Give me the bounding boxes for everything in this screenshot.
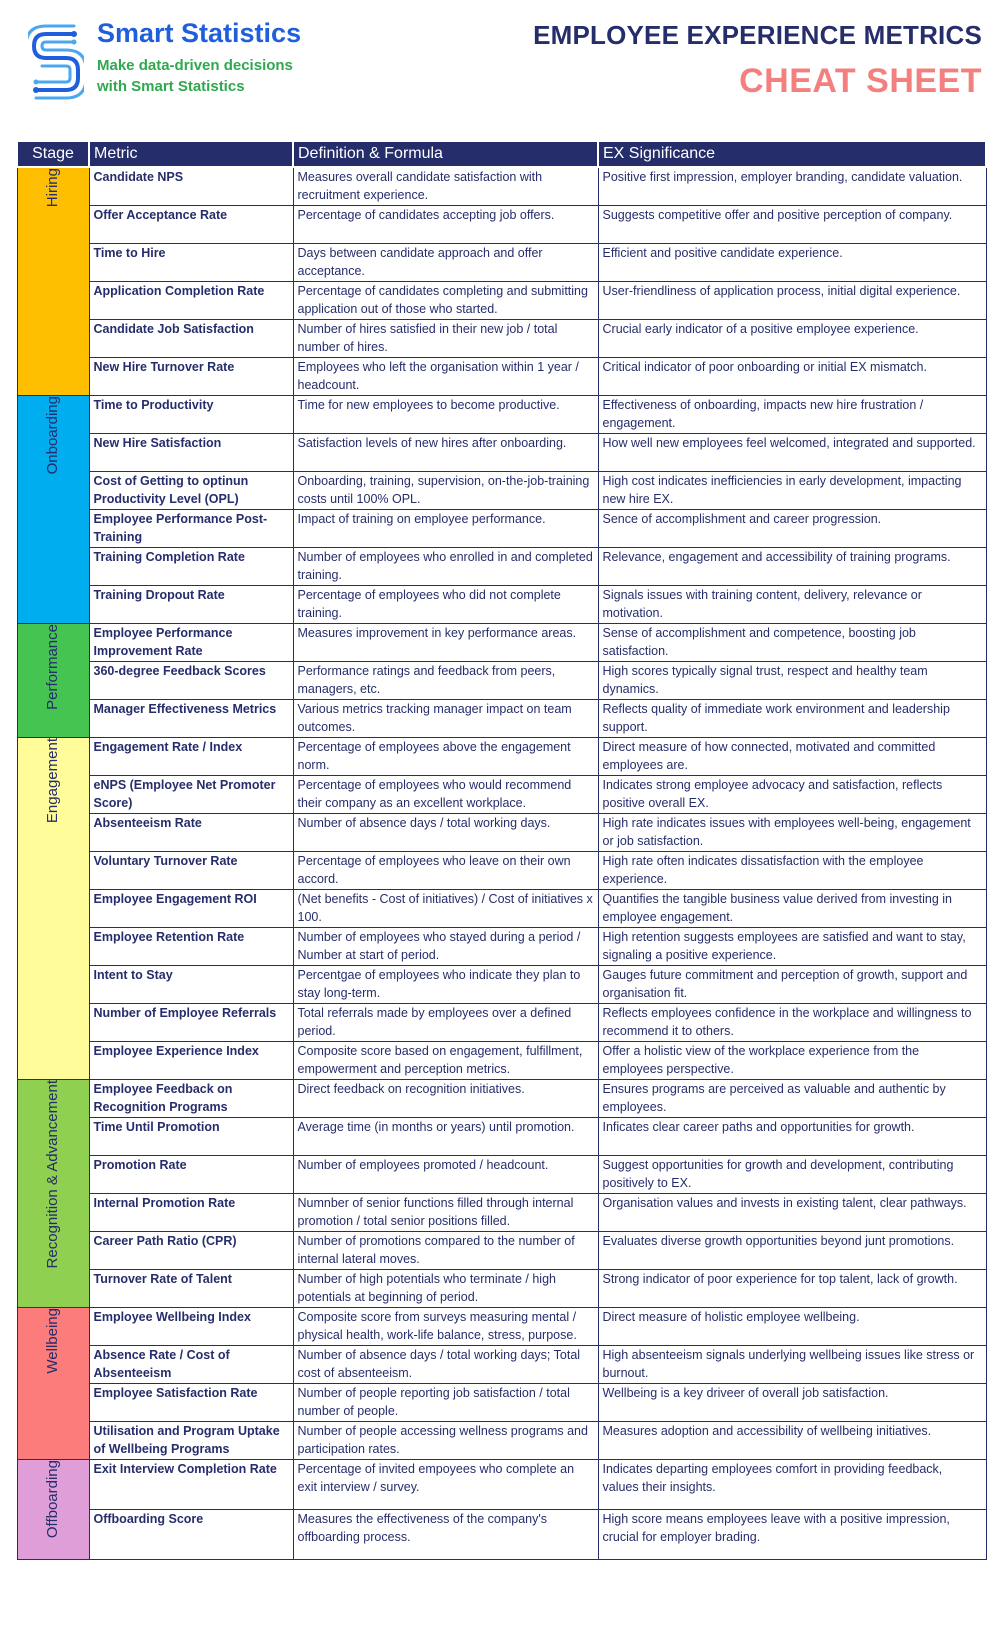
significance-cell: Reflects quality of immediate work environment and leadership support.	[598, 699, 986, 737]
stage-cell-onboarding	[17, 395, 89, 623]
column-header-significance: EX Significance	[598, 141, 986, 167]
significance-cell: Crucial early indicator of a positive employee experience.	[598, 319, 986, 357]
metric-cell: Number of Employee Referrals	[89, 1003, 293, 1041]
significance-cell: High scores typically signal trust, respect and healthy team dynamics.	[598, 661, 986, 699]
significance-cell: Direct measure of how connected, motivated and committed employees are.	[598, 737, 986, 775]
metric-cell: Cost of Getting to optinun Productivity Level (OPL)	[89, 471, 293, 509]
definition-cell: Percentage of invited empoyees who complete an exit interview / survey.	[293, 1459, 598, 1509]
stage-label: Engagement	[44, 737, 61, 823]
significance-cell: Quantifies the tangible business value derived from investing in employee engagement.	[598, 889, 986, 927]
table-header-row	[17, 141, 986, 167]
definition-cell: Various metrics tracking manager impact on team outcomes.	[293, 699, 598, 737]
metric-cell: Offer Acceptance Rate	[89, 205, 293, 243]
definition-cell: Direct feedback on recognition initiatives.	[293, 1079, 598, 1117]
significance-cell: Inficates clear career paths and opportunities for growth.	[598, 1117, 986, 1155]
table-row	[17, 813, 986, 851]
definition-cell: Number of absence days / total working days; Total cost of absenteeism.	[293, 1345, 598, 1383]
metric-cell: Employee Retention Rate	[89, 927, 293, 965]
definition-cell: Number of hires satisfied in their new job / total number of hires.	[293, 319, 598, 357]
column-header-definition: Definition & Formula	[293, 141, 598, 167]
table-row	[17, 243, 986, 281]
significance-cell: Critical indicator of poor onboarding or initial EX mismatch.	[598, 357, 986, 395]
table-row	[17, 1117, 986, 1155]
page-title: EMPLOYEE EXPERIENCE METRICS	[533, 20, 982, 50]
metric-cell: Application Completion Rate	[89, 281, 293, 319]
stage-label: Performance	[44, 623, 61, 710]
table-row	[17, 357, 986, 395]
definition-cell: Impact of training on employee performance.	[293, 509, 598, 547]
definition-cell: Percentage of candidates accepting job offers.	[293, 205, 598, 243]
metric-cell: Exit Interview Completion Rate	[89, 1459, 293, 1509]
significance-cell: Suggests competitive offer and positive perception of company.	[598, 205, 986, 243]
definition-cell: Number of employees who enrolled in and completed training.	[293, 547, 598, 585]
metric-cell: Employee Satisfaction Rate	[89, 1383, 293, 1421]
table-row	[17, 1421, 986, 1459]
significance-cell: High retention suggests employees are satisfied and want to stay, signaling a positive experience.	[598, 927, 986, 965]
table-row	[17, 623, 986, 661]
definition-cell: Percentage of employees who would recommend their company as an excellent workplace.	[293, 775, 598, 813]
stage-label: Wellbeing	[44, 1307, 61, 1374]
metric-cell: Utilisation and Program Uptake of Wellbeing Programs	[89, 1421, 293, 1459]
definition-cell: Number of employees who stayed during a period / Number at start of period.	[293, 927, 598, 965]
table-row	[17, 699, 986, 737]
definition-cell: Measures overall candidate satisfaction with recruitment experience.	[293, 167, 598, 205]
significance-cell: Direct measure of holistic employee wellbeing.	[598, 1307, 986, 1345]
metric-cell: Voluntary Turnover Rate	[89, 851, 293, 889]
significance-cell: High cost indicates inefficiencies in early development, impacting new hire EX.	[598, 471, 986, 509]
metric-cell: Career Path Ratio (CPR)	[89, 1231, 293, 1269]
significance-cell: Strong indicator of poor experience for top talent, lack of growth.	[598, 1269, 986, 1307]
metric-cell: Absenteeism Rate	[89, 813, 293, 851]
metric-cell: Candidate Job Satisfaction	[89, 319, 293, 357]
definition-cell: Total referrals made by employees over a defined period.	[293, 1003, 598, 1041]
significance-cell: Sense of accomplishment and competence, boosting job satisfaction.	[598, 623, 986, 661]
metric-cell: Employee Performance Post-Training	[89, 509, 293, 547]
table-row	[17, 167, 986, 205]
significance-cell: Organisation values and invests in existing talent, clear pathways.	[598, 1193, 986, 1231]
significance-cell: Ensures programs are perceived as valuable and authentic by employees.	[598, 1079, 986, 1117]
column-header-stage: Stage	[17, 141, 89, 167]
definition-cell: Number of promotions compared to the number of internal lateral moves.	[293, 1231, 598, 1269]
table-row	[17, 471, 986, 509]
stage-cell-hiring	[17, 167, 89, 395]
significance-cell: Sence of accomplishment and career progression.	[598, 509, 986, 547]
metric-cell: Promotion Rate	[89, 1155, 293, 1193]
significance-cell: Signals issues with training content, delivery, relevance or motivation.	[598, 585, 986, 623]
significance-cell: Positive first impression, employer branding, candidate valuation.	[598, 167, 986, 205]
stage-cell-performance	[17, 623, 89, 737]
significance-cell: Effectiveness of onboarding, impacts new hire frustration / engagement.	[598, 395, 986, 433]
definition-cell: Percentage of candidates completing and submitting application out of those who started.	[293, 281, 598, 319]
definition-cell: Time for new employees to become productive.	[293, 395, 598, 433]
metric-cell: Time to Hire	[89, 243, 293, 281]
definition-cell: Percentage of employees above the engagement norm.	[293, 737, 598, 775]
significance-cell: How well new employees feel welcomed, integrated and supported.	[598, 433, 986, 471]
table-row	[17, 1509, 986, 1559]
definition-cell: Number of people reporting job satisfaction / total number of people.	[293, 1383, 598, 1421]
stage-cell-offboarding	[17, 1459, 89, 1559]
significance-cell: Suggest opportunities for growth and development, contributing positively to EX.	[598, 1155, 986, 1193]
brand-name: Smart Statistics	[97, 18, 302, 48]
metric-cell: Employee Performance Improvement Rate	[89, 623, 293, 661]
table-row	[17, 509, 986, 547]
definition-cell: Numnber of senior functions filled through internal promotion / total senior positions filled.	[293, 1193, 598, 1231]
significance-cell: Indicates strong employee advocacy and satisfaction, reflects positive overall EX.	[598, 775, 986, 813]
stage-cell-recognition-advancement	[17, 1079, 89, 1307]
table-row	[17, 1383, 986, 1421]
metric-cell: New Hire Turnover Rate	[89, 357, 293, 395]
metric-cell: Time to Productivity	[89, 395, 293, 433]
metric-cell: Offboarding Score	[89, 1509, 293, 1559]
definition-cell: Number of employees promoted / headcount.	[293, 1155, 598, 1193]
smart-statistics-logo-icon	[28, 24, 84, 100]
metric-cell: Absence Rate / Cost of Absenteeism	[89, 1345, 293, 1383]
definition-cell: Days between candidate approach and offer acceptance.	[293, 243, 598, 281]
significance-cell: Offer a holistic view of the workplace experience from the employees perspective.	[598, 1041, 986, 1079]
table-row	[17, 851, 986, 889]
table-row	[17, 1155, 986, 1193]
significance-cell: Reflects employees confidence in the workplace and willingness to recommend it to others.	[598, 1003, 986, 1041]
definition-cell: Percentage of employees who did not complete training.	[293, 585, 598, 623]
metric-cell: Intent to Stay	[89, 965, 293, 1003]
metric-cell: Employee Feedback on Recognition Programs	[89, 1079, 293, 1117]
significance-cell: User-friendliness of application process, initial digital experience.	[598, 281, 986, 319]
significance-cell: Indicates departing employees comfort in providing feedback, values their insights.	[598, 1459, 986, 1509]
metric-cell: eNPS (Employee Net Promoter Score)	[89, 775, 293, 813]
significance-cell: Efficient and positive candidate experience.	[598, 243, 986, 281]
table-row	[17, 1459, 986, 1509]
table-row	[17, 1231, 986, 1269]
definition-cell: Employees who left the organisation within 1 year / headcount.	[293, 357, 598, 395]
metric-cell: Internal Promotion Rate	[89, 1193, 293, 1231]
definition-cell: Number of high potentials who terminate / high potentials at beginning of period.	[293, 1269, 598, 1307]
definition-cell: Composite score from surveys measuring mental / physical health, work-life balance, stress, purpose.	[293, 1307, 598, 1345]
significance-cell: Measures adoption and accessibility of wellbeing initiatives.	[598, 1421, 986, 1459]
table-row	[17, 395, 986, 433]
table-row	[17, 661, 986, 699]
metric-cell: Engagement Rate / Index	[89, 737, 293, 775]
significance-cell: Evaluates diverse growth opportunities beyond junt promotions.	[598, 1231, 986, 1269]
definition-cell: Satisfaction levels of new hires after onboarding.	[293, 433, 598, 471]
definition-cell: Number of absence days / total working days.	[293, 813, 598, 851]
brand-tagline: Make data-driven decisions with Smart Statistics	[97, 57, 293, 95]
definition-cell: Performance ratings and feedback from peers, managers, etc.	[293, 661, 598, 699]
metrics-table	[16, 140, 987, 1560]
column-header-metric: Metric	[89, 141, 293, 167]
metric-cell: Training Completion Rate	[89, 547, 293, 585]
table-row	[17, 205, 986, 243]
metric-cell: Manager Effectiveness Metrics	[89, 699, 293, 737]
table-row	[17, 1041, 986, 1079]
metric-cell: Employee Engagement ROI	[89, 889, 293, 927]
table-row	[17, 889, 986, 927]
stage-label: Recognition & Advancement	[44, 1079, 61, 1268]
definition-cell: Percentgae of employees who indicate they plan to stay long-term.	[293, 965, 598, 1003]
definition-cell: Measures the effectiveness of the company's offboarding process.	[293, 1509, 598, 1559]
table-row	[17, 1307, 986, 1345]
table-row	[17, 927, 986, 965]
metric-cell: Candidate NPS	[89, 167, 293, 205]
significance-cell: High score means employees leave with a positive impression, crucial for employer brading.	[598, 1509, 986, 1559]
significance-cell: High rate often indicates dissatisfaction with the employee experience.	[598, 851, 986, 889]
table-row	[17, 737, 986, 775]
stage-cell-wellbeing	[17, 1307, 89, 1459]
table-row	[17, 1079, 986, 1117]
table-row	[17, 775, 986, 813]
table-row	[17, 1193, 986, 1231]
table-row	[17, 1345, 986, 1383]
table-row	[17, 547, 986, 585]
metric-cell: Turnover Rate of Talent	[89, 1269, 293, 1307]
significance-cell: High absenteeism signals underlying wellbeing issues like stress or burnout.	[598, 1345, 986, 1383]
stage-label: Offboarding	[44, 1459, 61, 1538]
stage-label: Hiring	[44, 168, 61, 208]
table-row	[17, 1269, 986, 1307]
table-row	[17, 319, 986, 357]
metric-cell: Time Until Promotion	[89, 1117, 293, 1155]
metric-cell: Employee Wellbeing Index	[89, 1307, 293, 1345]
metric-cell: New Hire Satisfaction	[89, 433, 293, 471]
page-header	[0, 0, 1000, 125]
table-row	[17, 1003, 986, 1041]
page-subtitle: CHEAT SHEET	[739, 62, 982, 100]
stage-cell-engagement	[17, 737, 89, 1079]
significance-cell: Wellbeing is a key driveer of overall job satisfaction.	[598, 1383, 986, 1421]
significance-cell: High rate indicates issues with employees well-being, engagement or job satisfaction.	[598, 813, 986, 851]
definition-cell: Number of people accessing wellness programs and participation rates.	[293, 1421, 598, 1459]
definition-cell: Measures improvement in key performance areas.	[293, 623, 598, 661]
metric-cell: 360-degree Feedback Scores	[89, 661, 293, 699]
definition-cell: Composite score based on engagement, fulfillment, empowerment and perception metrics.	[293, 1041, 598, 1079]
definition-cell: Onboarding, training, supervision, on-the-job-training costs until 100% OPL.	[293, 471, 598, 509]
table-row	[17, 965, 986, 1003]
significance-cell: Gauges future commitment and perception of growth, support and organisation fit.	[598, 965, 986, 1003]
definition-cell: (Net benefits - Cost of initiatives) / Cost of initiatives x 100.	[293, 889, 598, 927]
metric-cell: Employee Experience Index	[89, 1041, 293, 1079]
table-row	[17, 281, 986, 319]
table-row	[17, 433, 986, 471]
definition-cell: Average time (in months or years) until promotion.	[293, 1117, 598, 1155]
table-row	[17, 585, 986, 623]
stage-label: Onboarding	[44, 395, 61, 474]
significance-cell: Relevance, engagement and accessibility of training programs.	[598, 547, 986, 585]
definition-cell: Percentage of employees who leave on their own accord.	[293, 851, 598, 889]
metric-cell: Training Dropout Rate	[89, 585, 293, 623]
